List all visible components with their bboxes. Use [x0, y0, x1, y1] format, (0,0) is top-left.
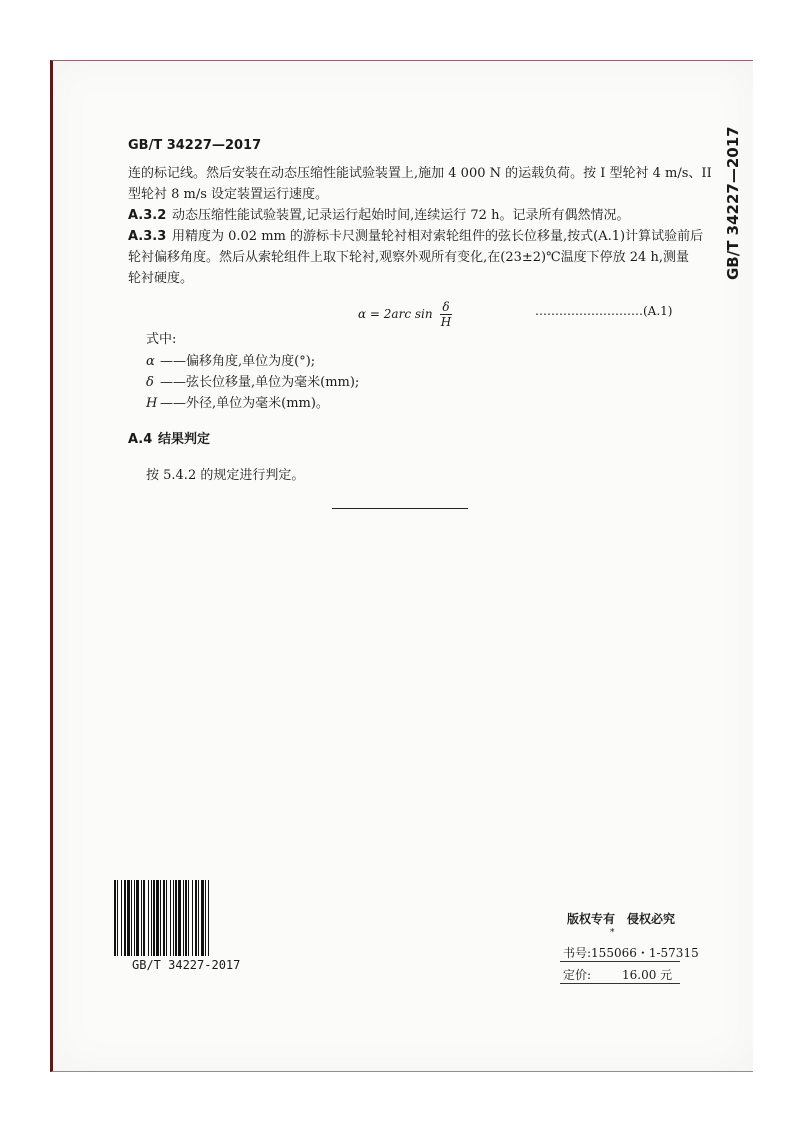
barcode-bar	[151, 880, 152, 956]
where-symbol: H	[146, 396, 158, 411]
barcode-bar	[170, 880, 171, 956]
barcode-bar	[121, 880, 122, 956]
where-symbol: δ	[146, 375, 154, 390]
header-standard-code: GB/T 34227—2017	[128, 138, 262, 153]
section-a4-number: A.4	[128, 432, 153, 447]
barcode-bar	[124, 880, 126, 956]
clause-a32	[128, 206, 629, 226]
barcode-bar	[148, 880, 149, 956]
side-standard-code-text: GB/T 34227—2017	[724, 126, 742, 280]
barcode-text: GB/T 34227-2017	[132, 958, 241, 972]
barcode-bar	[160, 880, 161, 956]
barcode-bar	[198, 880, 199, 956]
barcode-bar	[127, 880, 130, 956]
info-divider-1	[560, 961, 680, 962]
barcode-bar	[134, 880, 135, 956]
barcode-bar	[205, 880, 206, 956]
copyright-notice: 版权专有 侵权必究	[567, 912, 676, 926]
barcode-bar	[201, 880, 204, 956]
barcode-bar	[178, 880, 181, 956]
where-item	[146, 352, 315, 372]
clause-a33-line-1: 用精度为 0.02 mm 的游标卡尺测量轮衬相对索轮组件的弦长位移量,按式(A.1)计算试验前后	[172, 229, 704, 244]
clause-a33-number: A.3.3	[128, 229, 167, 244]
formula-numerator: δ	[442, 300, 450, 314]
where-item	[146, 394, 329, 414]
clause-a33-line-2: 轮衬偏移角度。然后从索轮组件上取下轮衬,观察外观所有变化,在(23±2)℃温度下停放 24 h,测量	[128, 250, 689, 265]
price-label: 定价:	[563, 968, 592, 982]
barcode-bar	[173, 880, 174, 956]
side-standard-code	[722, 126, 744, 280]
end-rule	[332, 508, 468, 509]
barcode-bar	[175, 880, 177, 956]
info-divider-2	[560, 983, 680, 984]
clause-a33-line-3: 轮衬硬度。	[128, 271, 194, 286]
where-symbol: α	[146, 354, 155, 369]
barcode-bar	[156, 880, 159, 956]
formula-fraction	[440, 300, 451, 329]
barcode-bar	[192, 880, 193, 956]
formula-denominator: H	[440, 315, 452, 329]
barcode-bar	[131, 880, 132, 956]
barcode-bar	[185, 880, 187, 956]
barcode-bar	[166, 880, 167, 956]
clause-a33	[128, 227, 703, 247]
barcode-bar	[183, 880, 184, 956]
barcode-bar	[153, 880, 155, 956]
section-a4-title: 结果判定	[158, 432, 211, 447]
barcode-bar	[195, 880, 197, 956]
where-title: 式中:	[146, 332, 177, 347]
formula-reference: ………………………(A.1)	[535, 304, 673, 318]
continued-text-line-2: 型轮衬 8 m/s 设定装置运行速度。	[128, 187, 329, 202]
barcode-bar	[188, 880, 189, 956]
formula-lhs: α = 2arc sin	[358, 307, 433, 321]
where-item	[146, 373, 359, 393]
barcode-bar	[163, 880, 165, 956]
price-value: 16.00 元	[622, 968, 673, 982]
section-a4-text: 按 5.4.2 的规定进行判定。	[146, 468, 305, 483]
where-description: ——外径,单位为毫米(mm)。	[160, 396, 329, 411]
barcode-bar	[117, 880, 118, 956]
barcode-bar	[114, 880, 116, 956]
book-number: 书号:155066・1-57315	[563, 946, 699, 960]
copyright-star: *	[610, 928, 615, 938]
clause-a32-number: A.3.2	[128, 208, 167, 223]
barcode-bar	[143, 880, 145, 956]
barcode-bar	[141, 880, 142, 956]
barcode-image	[112, 880, 288, 956]
barcode-bar	[136, 880, 139, 956]
formula-a1	[358, 300, 452, 329]
clause-a32-text: 动态压缩性能试验装置,记录运行起始时间,连续运行 72 h。记录所有偶然情况。	[172, 208, 630, 223]
barcode-bar	[208, 880, 209, 956]
continued-text-line-1: 连的标记线。然后安装在动态压缩性能试验装置上,施加 4 000 N 的运载负荷。按 I 型轮衬 4 m/s、II	[128, 166, 712, 181]
section-a4-heading	[128, 428, 210, 447]
where-description: ——弦长位移量,单位为毫米(mm);	[160, 375, 360, 390]
where-description: ——偏移角度,单位为度(°);	[160, 354, 316, 369]
